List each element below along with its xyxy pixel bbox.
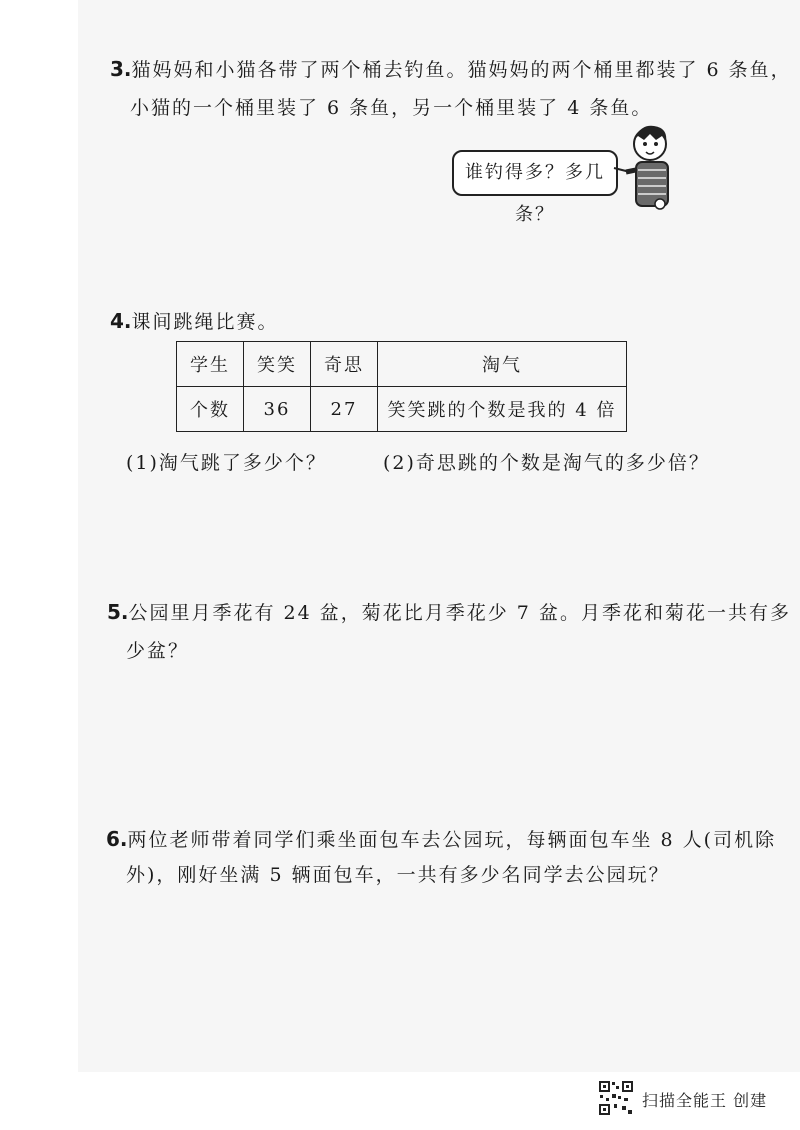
table-cell: 36 [244,387,311,432]
watermark-text: 扫描全能王 创建 [642,1091,768,1110]
q4-title-line [110,307,279,334]
q4-sub2: (2)奇思跳的个数是淘气的多少倍？ [383,452,710,474]
q3-number: 3. [110,57,132,81]
q5-number: 5. [107,600,129,624]
q4-sub1: (1)淘气跳了多少个？ [126,452,327,474]
q5-text-line1: 公园里月季花有 24 盆，菊花比月季花少 7 盆。月季花和菊花一共有多 [128,602,791,624]
worksheet-page [78,0,800,1072]
q4-number: 4. [110,309,132,333]
q6-text-line2: 外)，刚好坐满 5 辆面包车，一共有多少名同学去公园玩？ [126,864,670,886]
table-cell: 学生 [177,342,244,387]
boy-illustration-icon [610,120,682,220]
jump-rope-table [176,341,627,432]
q6-text-line1: 两位老师带着同学们乘坐面包车去公园玩，每辆面包车坐 8 人(司机除 [127,829,777,851]
q5-text-line2: 少盆？ [126,640,190,662]
table-cell: 奇思 [311,342,378,387]
table-header-row [177,342,627,387]
table-cell: 27 [311,387,378,432]
table-cell: 淘气 [378,342,627,387]
table-cell: 笑笑 [244,342,311,387]
q5-line1 [107,598,791,625]
speech-bubble: 谁钓得多？多几条？ [452,150,618,196]
q6-number: 6. [106,827,128,851]
q3-line1 [110,55,792,82]
qr-code-icon [598,1080,634,1116]
table-row [177,387,627,432]
q4-title: 课间跳绳比赛。 [131,311,279,333]
table-cell: 笑笑跳的个数是我的 4 倍 [378,387,627,432]
q3-text-line2: 小猫的一个桶里装了 6 条鱼，另一个桶里装了 4 条鱼。 [130,97,653,119]
q3-text-line1: 猫妈妈和小猫各带了两个桶去钓鱼。猫妈妈的两个桶里都装了 6 条鱼， [131,59,792,81]
q6-line1 [106,825,776,852]
table-cell: 个数 [177,387,244,432]
